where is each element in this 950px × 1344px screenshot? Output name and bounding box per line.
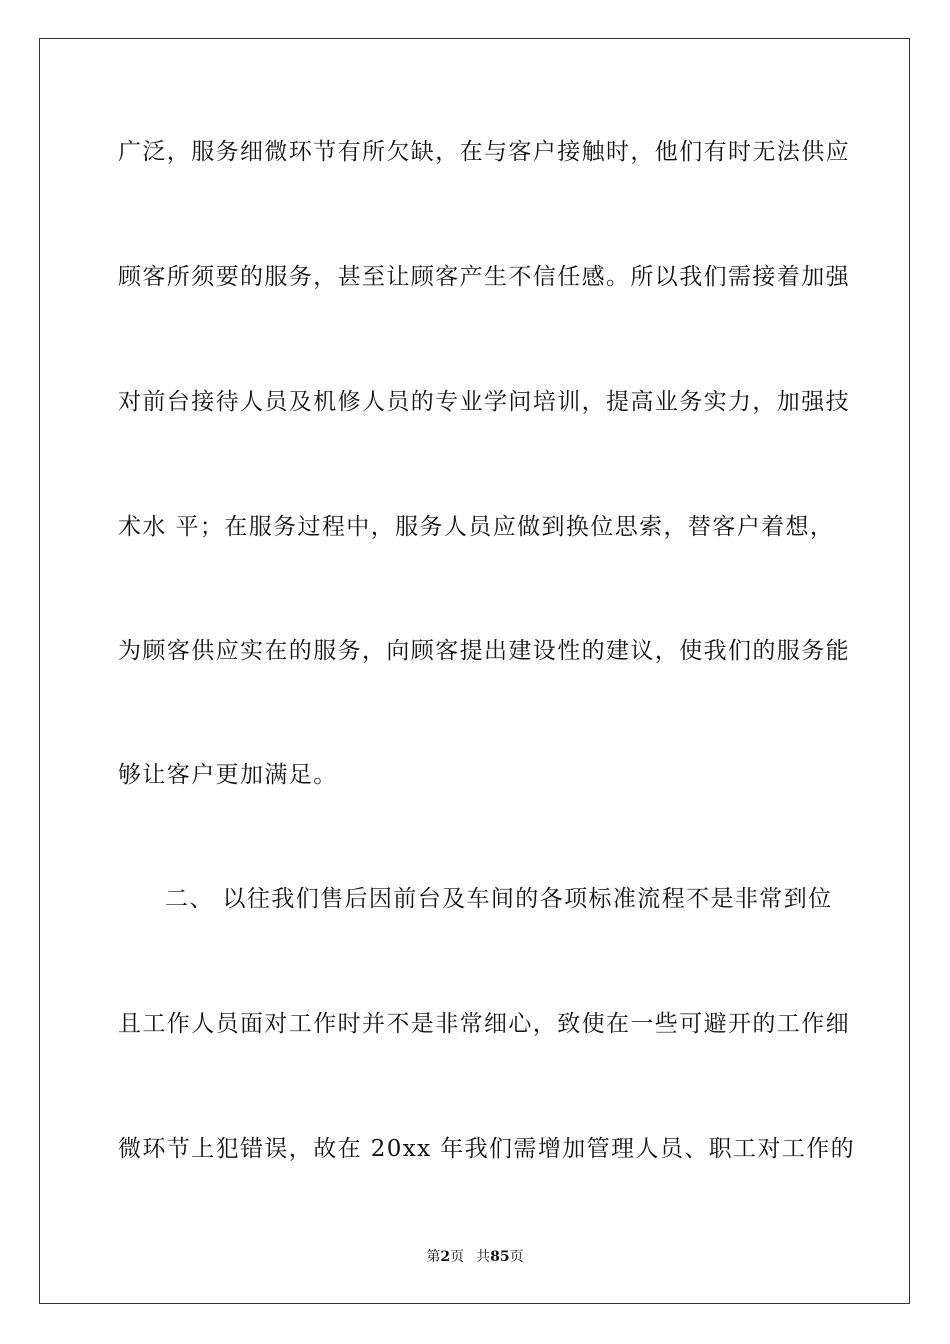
section-heading-line: 二、 以往我们售后因前台及车间的各项标准流程不是非常到位 xyxy=(165,886,833,912)
text-line: 且工作人员面对工作时并不是非常细心，致使在一些可避开的工作细 xyxy=(118,1011,850,1037)
total-suffix: 页 xyxy=(509,1249,524,1265)
text-line: 顾客所须要的服务，甚至让顾客产生不信任感。所以我们需接着加强 xyxy=(118,264,850,290)
page-number: 2 xyxy=(440,1249,451,1265)
text-line: 微环节上犯错误，故在 20xx 年我们需增加管理人员、职工对工作的 xyxy=(118,1136,856,1162)
page-footer xyxy=(0,1248,950,1266)
text-line: 为顾客供应实在的服务，向顾客提出建设性的建议，使我们的服务能 xyxy=(118,638,850,664)
page-suffix: 页 xyxy=(450,1249,465,1265)
text-line: 广泛，服务细微环节有所欠缺，在与客户接触时，他们有时无法供应 xyxy=(118,139,850,165)
page-border xyxy=(39,38,910,1304)
text-line: 术水 平；在服务过程中，服务人员应做到换位思索，替客户着想， xyxy=(118,514,835,540)
total-prefix: 共 xyxy=(476,1249,491,1265)
page-prefix: 第 xyxy=(426,1249,441,1265)
text-line: 对前台接待人员及机修人员的专业学问培训，提高业务实力，加强技 xyxy=(118,389,850,415)
total-pages: 85 xyxy=(490,1249,510,1265)
text-line: 够让客户更加满足。 xyxy=(118,762,338,788)
